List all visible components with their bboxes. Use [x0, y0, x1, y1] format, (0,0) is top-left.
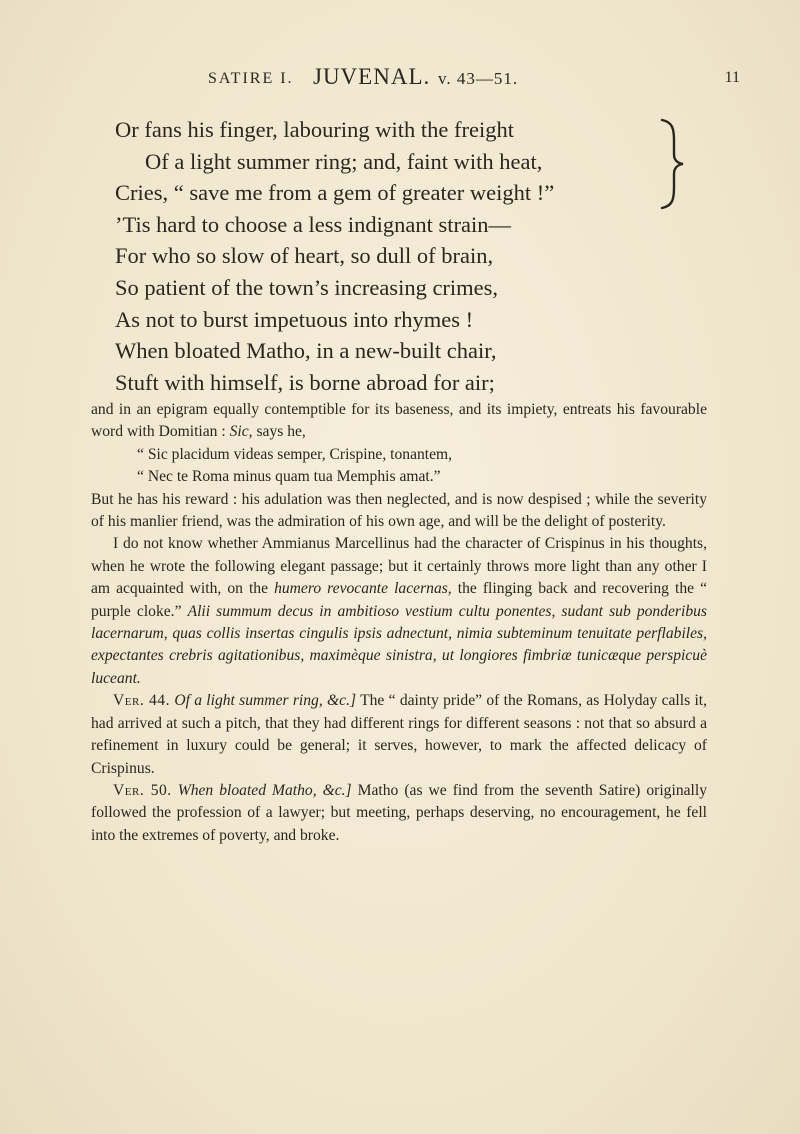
- note-paragraph: But he has his reward : his adulation was then neglected, and is now despised ; while the severity of his manlier friend, was the admiration of his own age, and will be the delight of posterity.: [91, 490, 707, 531]
- note-italic: Of a light summer ring, &c.]: [174, 692, 357, 710]
- poem-line: So patient of the town’s increasing crimes,: [115, 274, 499, 300]
- note-text: says he,: [252, 423, 306, 441]
- note-italic: Sic,: [229, 423, 253, 441]
- poem-line: Or fans his finger, labouring with the freight: [115, 117, 515, 142]
- note-text: Matho (as we find from the seventh Satire) originally followed the profession of a lawyer; but meeting, perhaps deserving, no encouragement, he fell into the extremes of poverty, and broke.: [91, 781, 707, 844]
- note-italic: When bloated Matho, &c.]: [177, 781, 352, 799]
- note-paragraph: [91, 399, 707, 444]
- poem-line: Cries, “ save me from a gem of greater weight !”: [115, 180, 555, 206]
- note-italic: Alii summum decus in ambitioso vestium cultu ponentes, sudant sub ponderibus lacernarum, quas collis insertas cingulis ipsis adnectunt, nimia subteminum tenuitate perflabiles, expectantes crebris agitationibus, maximèque sinistra, ut longiores fimbriæ tunicæque perspicuè luceant.: [91, 602, 707, 687]
- note-text: the flinging back and recovering the “ purple cloke.”: [91, 580, 707, 620]
- latin-quote-line: “ Nec te Roma minus quam tua Memphis amat.”: [137, 468, 441, 486]
- note-paragraph: [91, 533, 707, 690]
- header-satire: SATIRE I.: [208, 70, 294, 87]
- verse-reference: Ver. 44.: [113, 692, 171, 710]
- running-header: [150, 64, 740, 94]
- note-italic: humero revocante lacernas,: [274, 580, 452, 598]
- note-text: and in an epigram equally contemptible for its baseness, and its impiety, entreats his favourable word with Domitian :: [91, 401, 707, 441]
- page-number: 11: [724, 69, 740, 86]
- triplet-brace-icon: [658, 118, 688, 210]
- verse-reference: Ver. 50.: [113, 781, 172, 799]
- poem-line: As not to burst impetuous into rhymes !: [115, 306, 474, 332]
- note-paragraph: [91, 690, 707, 780]
- header-verse-range: v. 43—51.: [438, 69, 519, 88]
- poem-line: ’Tis hard to choose a less indignant strain—: [115, 211, 512, 237]
- commentary-notes: [91, 399, 707, 847]
- poem-line: Stuft with himself, is borne abroad for air;: [115, 369, 495, 395]
- header-title: JUVENAL.: [313, 64, 431, 89]
- poem-line: When bloated Matho, in a new-built chair,: [115, 338, 497, 364]
- poem-verses: [115, 114, 635, 398]
- note-text: The “ dainty pride” of the Romans, as Holyday calls it, had arrived at such a pitch, that they had different rings for different seasons : not that so absurd a refinement in luxury could be general; it serves, however, to mark the affected delicacy of Crispinus.: [91, 692, 708, 777]
- poem-line: For who so slow of heart, so dull of brain,: [115, 243, 494, 269]
- poem-line: Of a light summer ring; and, faint with heat,: [145, 148, 543, 174]
- note-paragraph: [91, 780, 707, 847]
- latin-quote-line: “ Sic placidum videas semper, Crispine, tonantem,: [137, 445, 453, 463]
- note-text: I do not know whether Ammianus Marcellinus had the character of Crispinus in his thoughts, when he wrote the following elegant passage; but it certainly throws more light than any other I am acquainted with, on the: [91, 535, 707, 598]
